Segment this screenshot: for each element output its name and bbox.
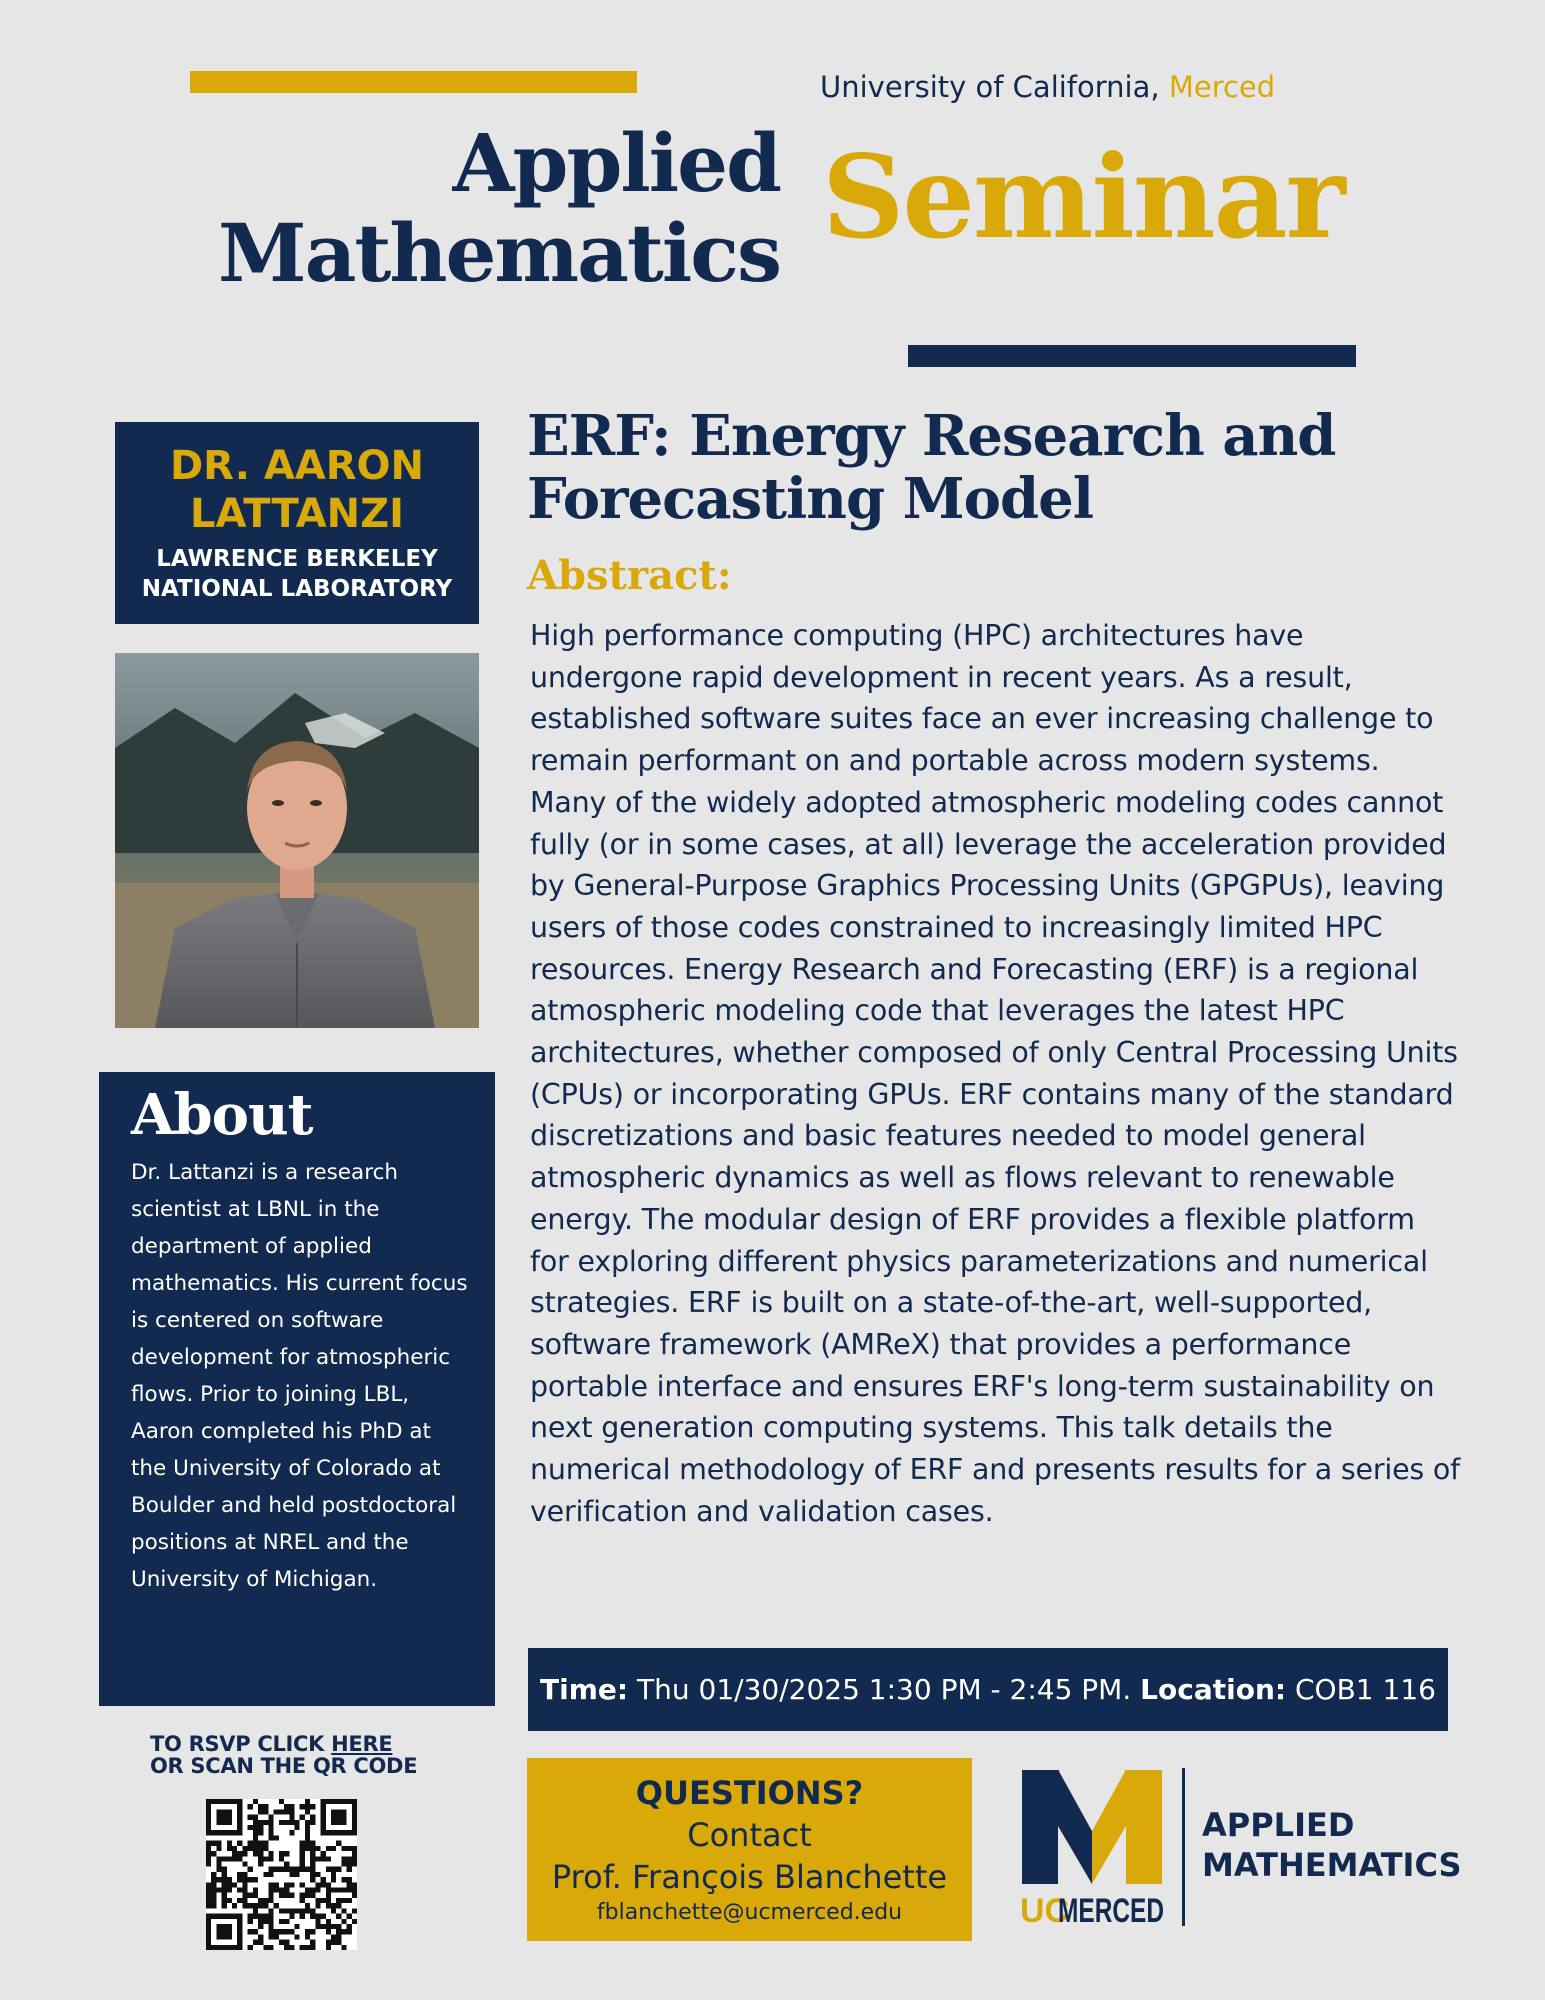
- location-label: Location:: [1140, 1673, 1287, 1706]
- abstract-label: Abstract:: [527, 552, 732, 599]
- about-panel: [99, 1072, 495, 1706]
- logo-merced: MERCED: [1058, 1892, 1164, 1930]
- abstract-text: High performance computing (HPC) architectures have undergone rapid development in recent years. As a result, established software suites face an ever increasing challenge to remain performant on and portable across modern systems. Many of the widely adopted atmospheric modeling codes cannot fully (or in some cases, at all) leverage the acceleration provided by General-Purpose Graphics Processing Units (GPGPUs), leaving users of those codes constrained to increasingly limited HPC resources. Energy Research and Forecasting (ERF) is a regional atmospheric modeling code that leverages the latest HPC architectures, whether composed of only Central Processing Units (CPUs) or incorporating GPUs. ERF contains many of the standard discretizations and basic features needed to model general atmospheric dynamics as well as flows relevant to renewable energy. The modular design of ERF provides a flexible platform for exploring different physics parameterizations and numerical strategies. ERF is built on a state-of-the-art, well-supported, software framework (AMReX) that provides a performance portable interface and ensures ERF's long-term sustainability on next generation computing systems. This talk details the numerical methodology of ERF and presents results for a series of verification and validation cases.: [530, 619, 1460, 1528]
- navy-accent-bar: [908, 345, 1356, 367]
- speaker-name: DR. AARON LATTANZI: [169, 443, 425, 537]
- questions-heading: QUESTIONS?: [635, 1774, 864, 1812]
- logo-department-text: APPLIED MATHEMATICS: [1202, 1806, 1462, 1884]
- about-text: Dr. Lattanzi is a research scientist at LBNL in the department of applied mathematics. His current focus is centered on software development for atmospheric flows. Prior to joining LBL, Aaron completed his PhD at the University of Colorado at Boulder and held postdoctoral positions at NREL and the University of Michigan.: [131, 1160, 468, 1592]
- gold-accent-bar: [190, 71, 637, 93]
- talk-title: ERF: Energy Research and Forecasting Model: [527, 403, 1336, 532]
- speaker-card: [115, 422, 479, 624]
- rsvp-link[interactable]: HERE: [331, 1732, 393, 1756]
- seminar-title: [150, 118, 780, 298]
- title-line-mathematics: Mathematics: [218, 206, 780, 300]
- logo-divider: [1182, 1768, 1185, 1926]
- location-value: COB1 116: [1294, 1673, 1436, 1706]
- about-heading: About: [131, 1082, 313, 1148]
- campus-name: Merced: [1168, 70, 1276, 104]
- contact-name: Prof. François Blanchette: [551, 1858, 948, 1896]
- title-line-applied: Applied: [452, 116, 780, 210]
- logo-uc: UC: [1020, 1892, 1070, 1930]
- time-value: Thu 01/30/2025 1:30 PM - 2:45 PM.: [637, 1673, 1132, 1706]
- questions-contact-label: Contact: [687, 1816, 812, 1854]
- contact-email[interactable]: fblanchette@ucmerced.edu: [596, 1900, 903, 1925]
- rsvp-qr-code[interactable]: [206, 1799, 357, 1950]
- uc-merced-logo: [1018, 1766, 1166, 1930]
- schedule-banner: [528, 1648, 1448, 1731]
- university-name: University of California, Merced: [820, 70, 1276, 104]
- questions-panel: [527, 1758, 972, 1941]
- speaker-photo: [115, 653, 479, 1028]
- rsvp-instructions: TO RSVP CLICK HERE OR SCAN THE QR CODE: [150, 1732, 418, 1778]
- speaker-affiliation: LAWRENCE BERKELEY NATIONAL LABORATORY: [141, 546, 453, 602]
- title-accent-seminar: Seminar: [822, 130, 1344, 264]
- time-label: Time:: [540, 1673, 629, 1706]
